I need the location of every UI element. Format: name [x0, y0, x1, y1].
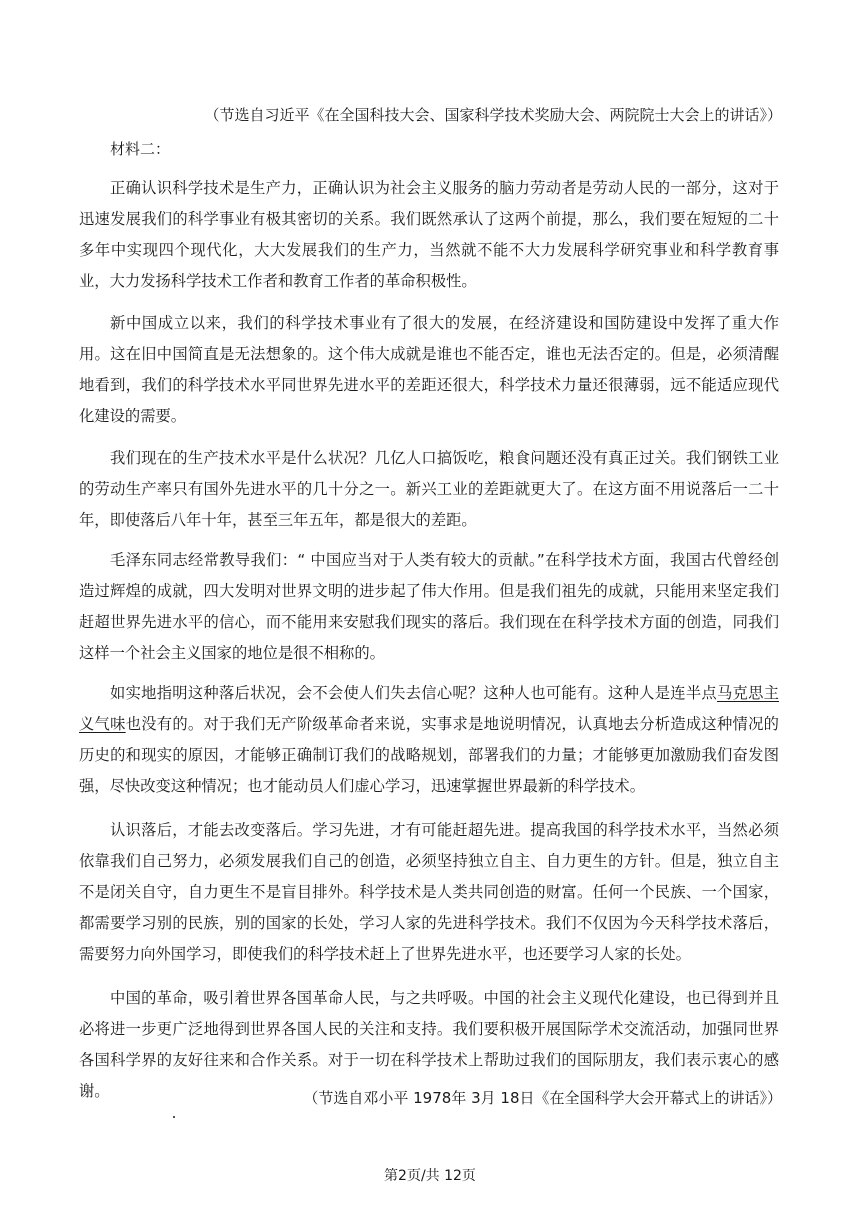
source-citation-bottom: （节选自邓小平 1978年 3月 18日《在全国科学大会开幕式上的讲话》） — [303, 1089, 782, 1107]
paragraph-text: 我们现在的生产技术水平是什么状况？几亿人口搞饭吃，粮食问题还没有真正过关。我们钢铁工业的劳动生产率只有国外先进水平的几十分之一。新兴工业的差距就更大了。在这方面不用说落后一二十年，即使落后八年十年，甚至三年五年，都是很大的差距。 — [79, 449, 779, 529]
paragraph-text: 新中国成立以来，我们的科学技术事业有了很大的发展，在经济建设和国防建设中发挥了重大作用。这在旧中国简直是无法想象的。这个伟大成就是谁也不能否定，谁也无法否定的。但是，必须清醒地看到，我们的科学技术水平同世界先进水平的差距还很大，科学技术力量还很薄弱，远不能适应现代化建设的需要。 — [79, 314, 779, 425]
stray-dot — [173, 1116, 175, 1118]
paragraph-text: 毛泽东同志经常教导我们：“ 中国应当对于人类有较大的贡献。”在科学技术方面，我国古代曾经创造过辉煌的成就，四大发明对世界文明的进步起了伟大作用。但是我们祖先的成就，只能用来坚定我们赶超世界先进水平的信心，而不能用来安慰我们现实的落后。我们现在在科学技术方面的创造，同我们这样一个社会主义国家的地位是很不相称的。 — [79, 551, 779, 662]
paragraph-3 — [79, 443, 779, 536]
paragraph-4 — [79, 545, 779, 669]
page-number-footer: 第2页/共 12页 — [384, 1168, 476, 1184]
paragraph-text: 认识落后，才能去改变落后。学习先进，才有可能赶超先进。提高我国的科学技术水平，当然必须依靠我们自己努力，必须发展我们自己的创造，必须坚持独立自主、自力更生的方针。但是，独立自主不是闭关自守，自力更生不是盲目排外。科学技术是人类共同创造的财富。任何一个民族、一个国家，都需要学习别的民族，别的国家的长处，学习人家的先进科学技术。我们不仅因为今天科学技术落后，需要努力向外国学习，即使我们的科学技术赶上了世界先进水平，也还要学习人家的长处。 — [79, 821, 779, 963]
material-heading: 材料二： — [110, 140, 171, 158]
paragraph-text — [79, 678, 779, 802]
paragraph-1 — [79, 173, 779, 297]
paragraph-2 — [79, 308, 779, 432]
paragraph-text: 正确认识科学技术是生产力，正确认识为社会主义服务的脑力劳动者是劳动人民的一部分，这对于迅速发展我们的科学事业有极其密切的关系。我们既然承认了这两个前提，那么，我们要在短短的二十多年中实现四个现代化，大大发展我们的生产力，当然就不能不大力发展科学研究事业和科学教育事业，大力发扬科学技术工作者和教育工作者的革命积极性。 — [79, 179, 779, 290]
paragraph-6 — [79, 815, 779, 970]
paragraph-5-text-after: 也没有的。对于我们无产阶级革命者来说，实事求是地说明情况，认真地去分析造成这种情况的历史的和现实的原因，才能够正确制订我们的战略规划，部署我们的力量；才能够更加激励我们奋发图强，尽快改变这种情况；也才能动员人们虚心学习，迅速掌握世界最新的科学技术。 — [79, 715, 779, 795]
paragraph-text: 中国的革命，吸引着世界各国革命人民，与之共呼吸。中国的社会主义现代化建设，也已得到并且必将进一步更广泛地得到世界各国人民的关注和支持。我们要积极开展国际学术交流活动，加强同世界各国科学界的友好往来和合作关系。对于一切在科学技术上帮助过我们的国际朋友，我们表示衷心的感谢。 — [79, 989, 779, 1100]
paragraph-5 — [79, 678, 779, 802]
source-citation-top: （节选自习近平《在全国科技大会、国家科学技术奖励大会、两院院士大会上的讲话》） — [204, 106, 782, 124]
paragraph-5-text-before: 如实地指明这种落后状况，会不会使人们失去信心呢？这种人也可能有。这种人是连半点 — [110, 684, 717, 702]
underlined-phrase: 马克思主义气味 — [79, 684, 779, 733]
